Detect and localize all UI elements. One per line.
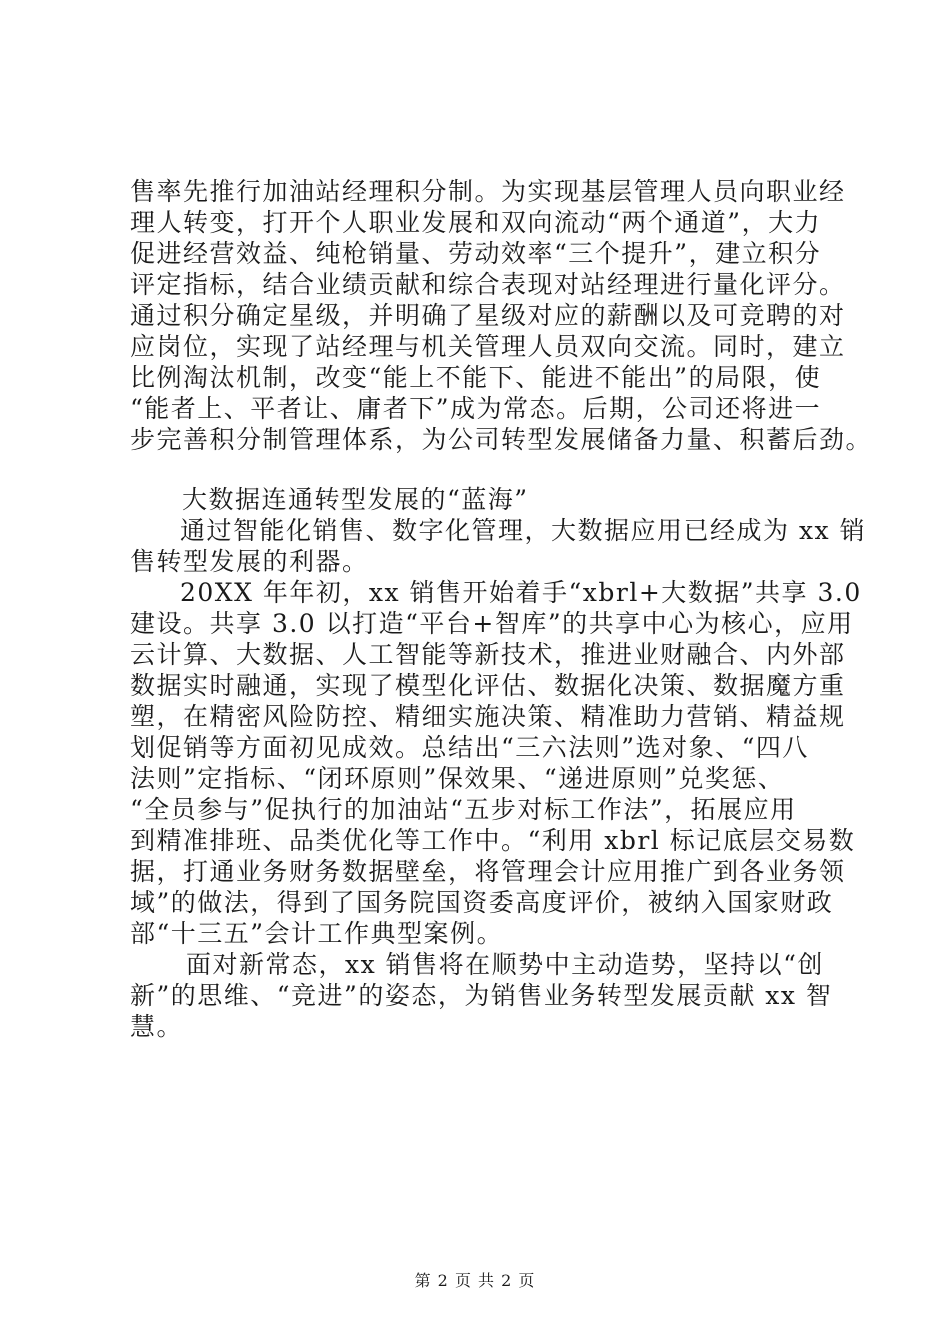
paragraph-line: 评定指标，结合业绩贡献和综合表现对站经理进行量化评分。 — [130, 270, 846, 299]
paragraph-line: 域”的做法，得到了国务院国资委高度评价，被纳入国家财政 — [130, 888, 834, 917]
paragraph-line: 慧。 — [130, 1012, 184, 1041]
page-number-footer: 第 2 页 共 2 页 — [414, 1271, 536, 1290]
paragraph-line: 建设。共享 3.0 以打造“平台+智库”的共享中心为核心，应用 — [130, 609, 854, 638]
paragraph-line: 划促销等方面初见成效。总结出“三六法则”选对象、“四八 — [130, 733, 809, 762]
section-title: 大数据连通转型发展的“蓝海” — [182, 485, 529, 514]
paragraph-line: 步完善积分制管理体系，为公司转型发展储备力量、积蓄后劲。 — [130, 425, 873, 454]
paragraph-line: 塑，在精密风险防控、精细实施决策、精准助力营销、精益规 — [130, 702, 846, 731]
paragraph-line: 云计算、大数据、人工智能等新技术，推进业财融合、内外部 — [130, 640, 846, 669]
paragraph-line: 据，打通业务财务数据壁垒，将管理会计应用推广到各业务领 — [130, 857, 846, 886]
paragraph-line: 售转型发展的利器。 — [130, 547, 369, 576]
paragraph-line: “全员参与”促执行的加油站“五步对标工作法”，拓展应用 — [130, 795, 797, 824]
paragraph-line: 20XX 年年初，xx 销售开始着手“xbrl+大数据”共享 3.0 — [180, 578, 862, 607]
paragraph-line: 数据实时融通，实现了模型化评估、数据化决策、数据魔方重 — [130, 671, 846, 700]
paragraph-line: 理人转变，打开个人职业发展和双向流动“两个通道”，大力 — [130, 208, 822, 237]
paragraph-scoring-system — [130, 176, 873, 455]
paragraph-line: 法则”定指标、“闭环原则”保效果、“递进原则”兑奖惩、 — [130, 764, 785, 793]
paragraph-line: 通过积分确定星级，并明确了星级对应的薪酬以及可竞聘的对 — [130, 301, 846, 330]
paragraph-line: 比例淘汰机制，改变“能上不能下、能进不能出”的局限，使 — [130, 363, 822, 392]
paragraph-line: 通过智能化销售、数字化管理，大数据应用已经成为 xx 销 — [180, 516, 867, 545]
section-big-data — [130, 484, 867, 1042]
paragraph-line: 面对新常态，xx 销售将在顺势中主动造势，坚持以“创 — [186, 950, 824, 979]
paragraph-line: 售率先推行加油站经理积分制。为实现基层管理人员向职业经 — [130, 177, 846, 206]
paragraph-line: 新”的思维、“竞进”的姿态，为销售业务转型发展贡献 xx 智 — [130, 981, 833, 1010]
paragraph-line: 部“十三五”会计工作典型案例。 — [130, 919, 504, 948]
paragraph-line: “能者上、平者让、庸者下”成为常态。后期，公司还将进一 — [130, 394, 822, 423]
paragraph-line: 到精准排班、品类优化等工作中。“利用 xbrl 标记底层交易数 — [130, 826, 856, 855]
paragraph-line: 促进经营效益、纯枪销量、劳动效率“三个提升”，建立积分 — [130, 239, 822, 268]
paragraph-line: 应岗位，实现了站经理与机关管理人员双向交流。同时，建立 — [130, 332, 846, 361]
